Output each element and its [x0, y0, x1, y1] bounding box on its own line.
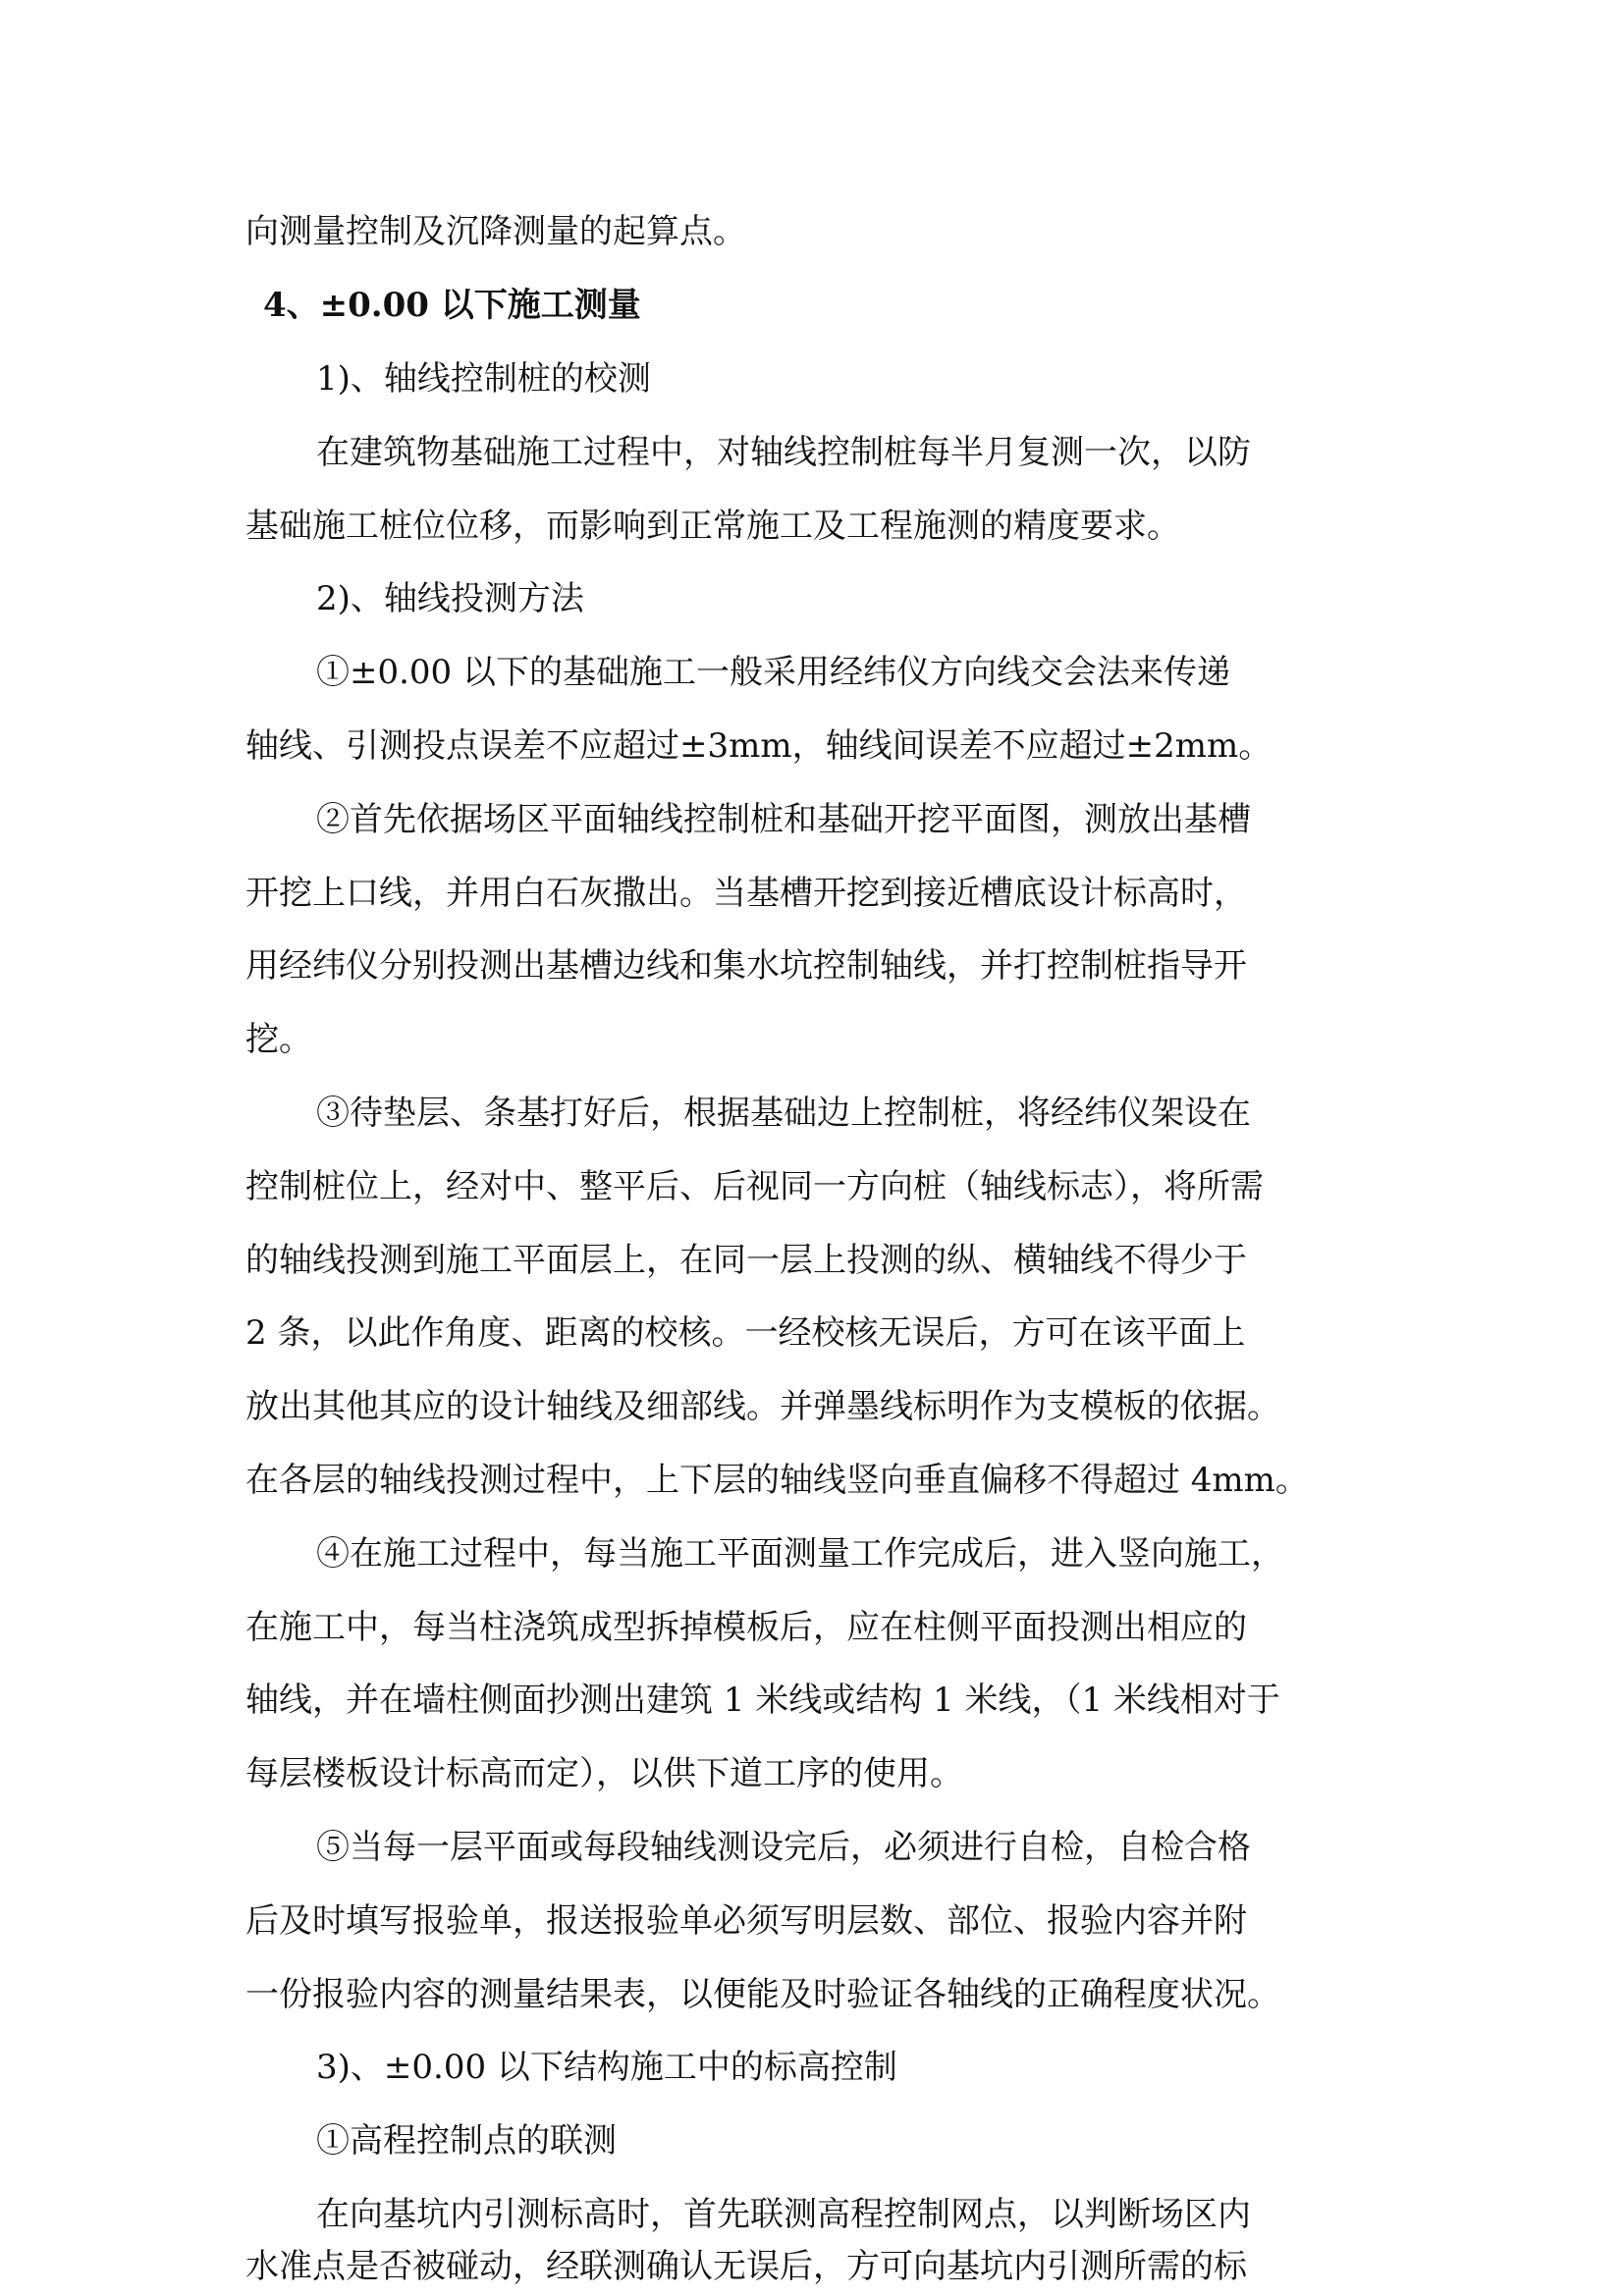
subsection-heading: 3)、±0.00 以下结构施工中的标高控制 — [316, 2048, 897, 2087]
subsection-heading: 1)、轴线控制桩的校测 — [316, 359, 651, 399]
paragraph-line: 在施工中，每当柱浇筑成型拆掉模板后，应在柱侧平面投测出相应的 — [245, 1608, 1247, 1647]
paragraph-line: 轴线、引测投点误差不应超过±3mm，轴线间误差不应超过±2mm。 — [245, 726, 1272, 766]
paragraph-line: 的轴线投测到施工平面层上，在同一层上投测的纵、横轴线不得少于 — [245, 1241, 1247, 1280]
paragraph-line: 轴线，并在墙柱侧面抄测出建筑 1 米线或结构 1 米线，（1 米线相对于 — [245, 1681, 1280, 1720]
subsection-heading: 2)、轴线投测方法 — [316, 579, 584, 618]
paragraph-line: 2 条，以此作角度、距离的校核。一经校核无误后，方可在该平面上 — [245, 1313, 1246, 1353]
paragraph-line: 在各层的轴线投测过程中，上下层的轴线竖向垂直偏移不得超过 4mm。 — [245, 1461, 1309, 1500]
paragraph-line: 开挖上口线，并用白石灰撒出。当基槽开挖到接近槽底设计标高时， — [245, 874, 1247, 913]
paragraph-line: 基础施工桩位位移，而影响到正常施工及工程施测的精度要求。 — [245, 507, 1180, 546]
section-heading: 4、±0.00 以下施工测量 — [263, 286, 641, 325]
paragraph-line: ③待垫层、条基打好后，根据基础边上控制桩，将经纬仪架设在 — [316, 1094, 1251, 1133]
paragraph-line: 用经纬仪分别投测出基槽边线和集水坑控制轴线，并打控制桩指导开 — [245, 946, 1247, 986]
paragraph-line: 挖。 — [245, 1020, 312, 1059]
paragraph-line: ①高程控制点的联测 — [316, 2121, 617, 2161]
paragraph-line: 后及时填写报验单，报送报验单必须写明层数、部位、报验内容并附 — [245, 1901, 1247, 1941]
paragraph-line: 一份报验内容的测量结果表，以便能及时验证各轴线的正确程度状况。 — [245, 1975, 1280, 2014]
paragraph-line: ④在施工过程中，每当施工平面测量工作完成后，进入竖向施工， — [316, 1534, 1284, 1574]
paragraph-line: ①±0.00 以下的基础施工一般采用经纬仪方向线交会法来传递 — [316, 653, 1230, 692]
paragraph-line: ②首先依据场区平面轴线控制桩和基础开挖平面图，测放出基槽 — [316, 800, 1251, 839]
paragraph-line: 向测量控制及沉降测量的起算点。 — [245, 212, 746, 251]
paragraph-line: 放出其他其应的设计轴线及细部线。并弹墨线标明作为支模板的依据。 — [245, 1387, 1280, 1426]
paragraph-line: 在向基坑内引测标高时，首先联测高程控制网点，以判断场区内 — [316, 2195, 1251, 2234]
paragraph-line: ⑤当每一层平面或每段轴线测设完后，必须进行自检，自检合格 — [316, 1828, 1251, 1867]
paragraph-line: 在建筑物基础施工过程中，对轴线控制桩每半月复测一次，以防 — [316, 433, 1251, 472]
paragraph-line: 水准点是否被碰动，经联测确认无误后，方可向基坑内引测所需的标 — [245, 2247, 1247, 2286]
paragraph-line: 每层楼板设计标高而定），以供下道工序的使用。 — [245, 1754, 963, 1793]
paragraph-line: 控制桩位上，经对中、整平后、后视同一方向桩（轴线标志），将所需 — [245, 1167, 1264, 1206]
